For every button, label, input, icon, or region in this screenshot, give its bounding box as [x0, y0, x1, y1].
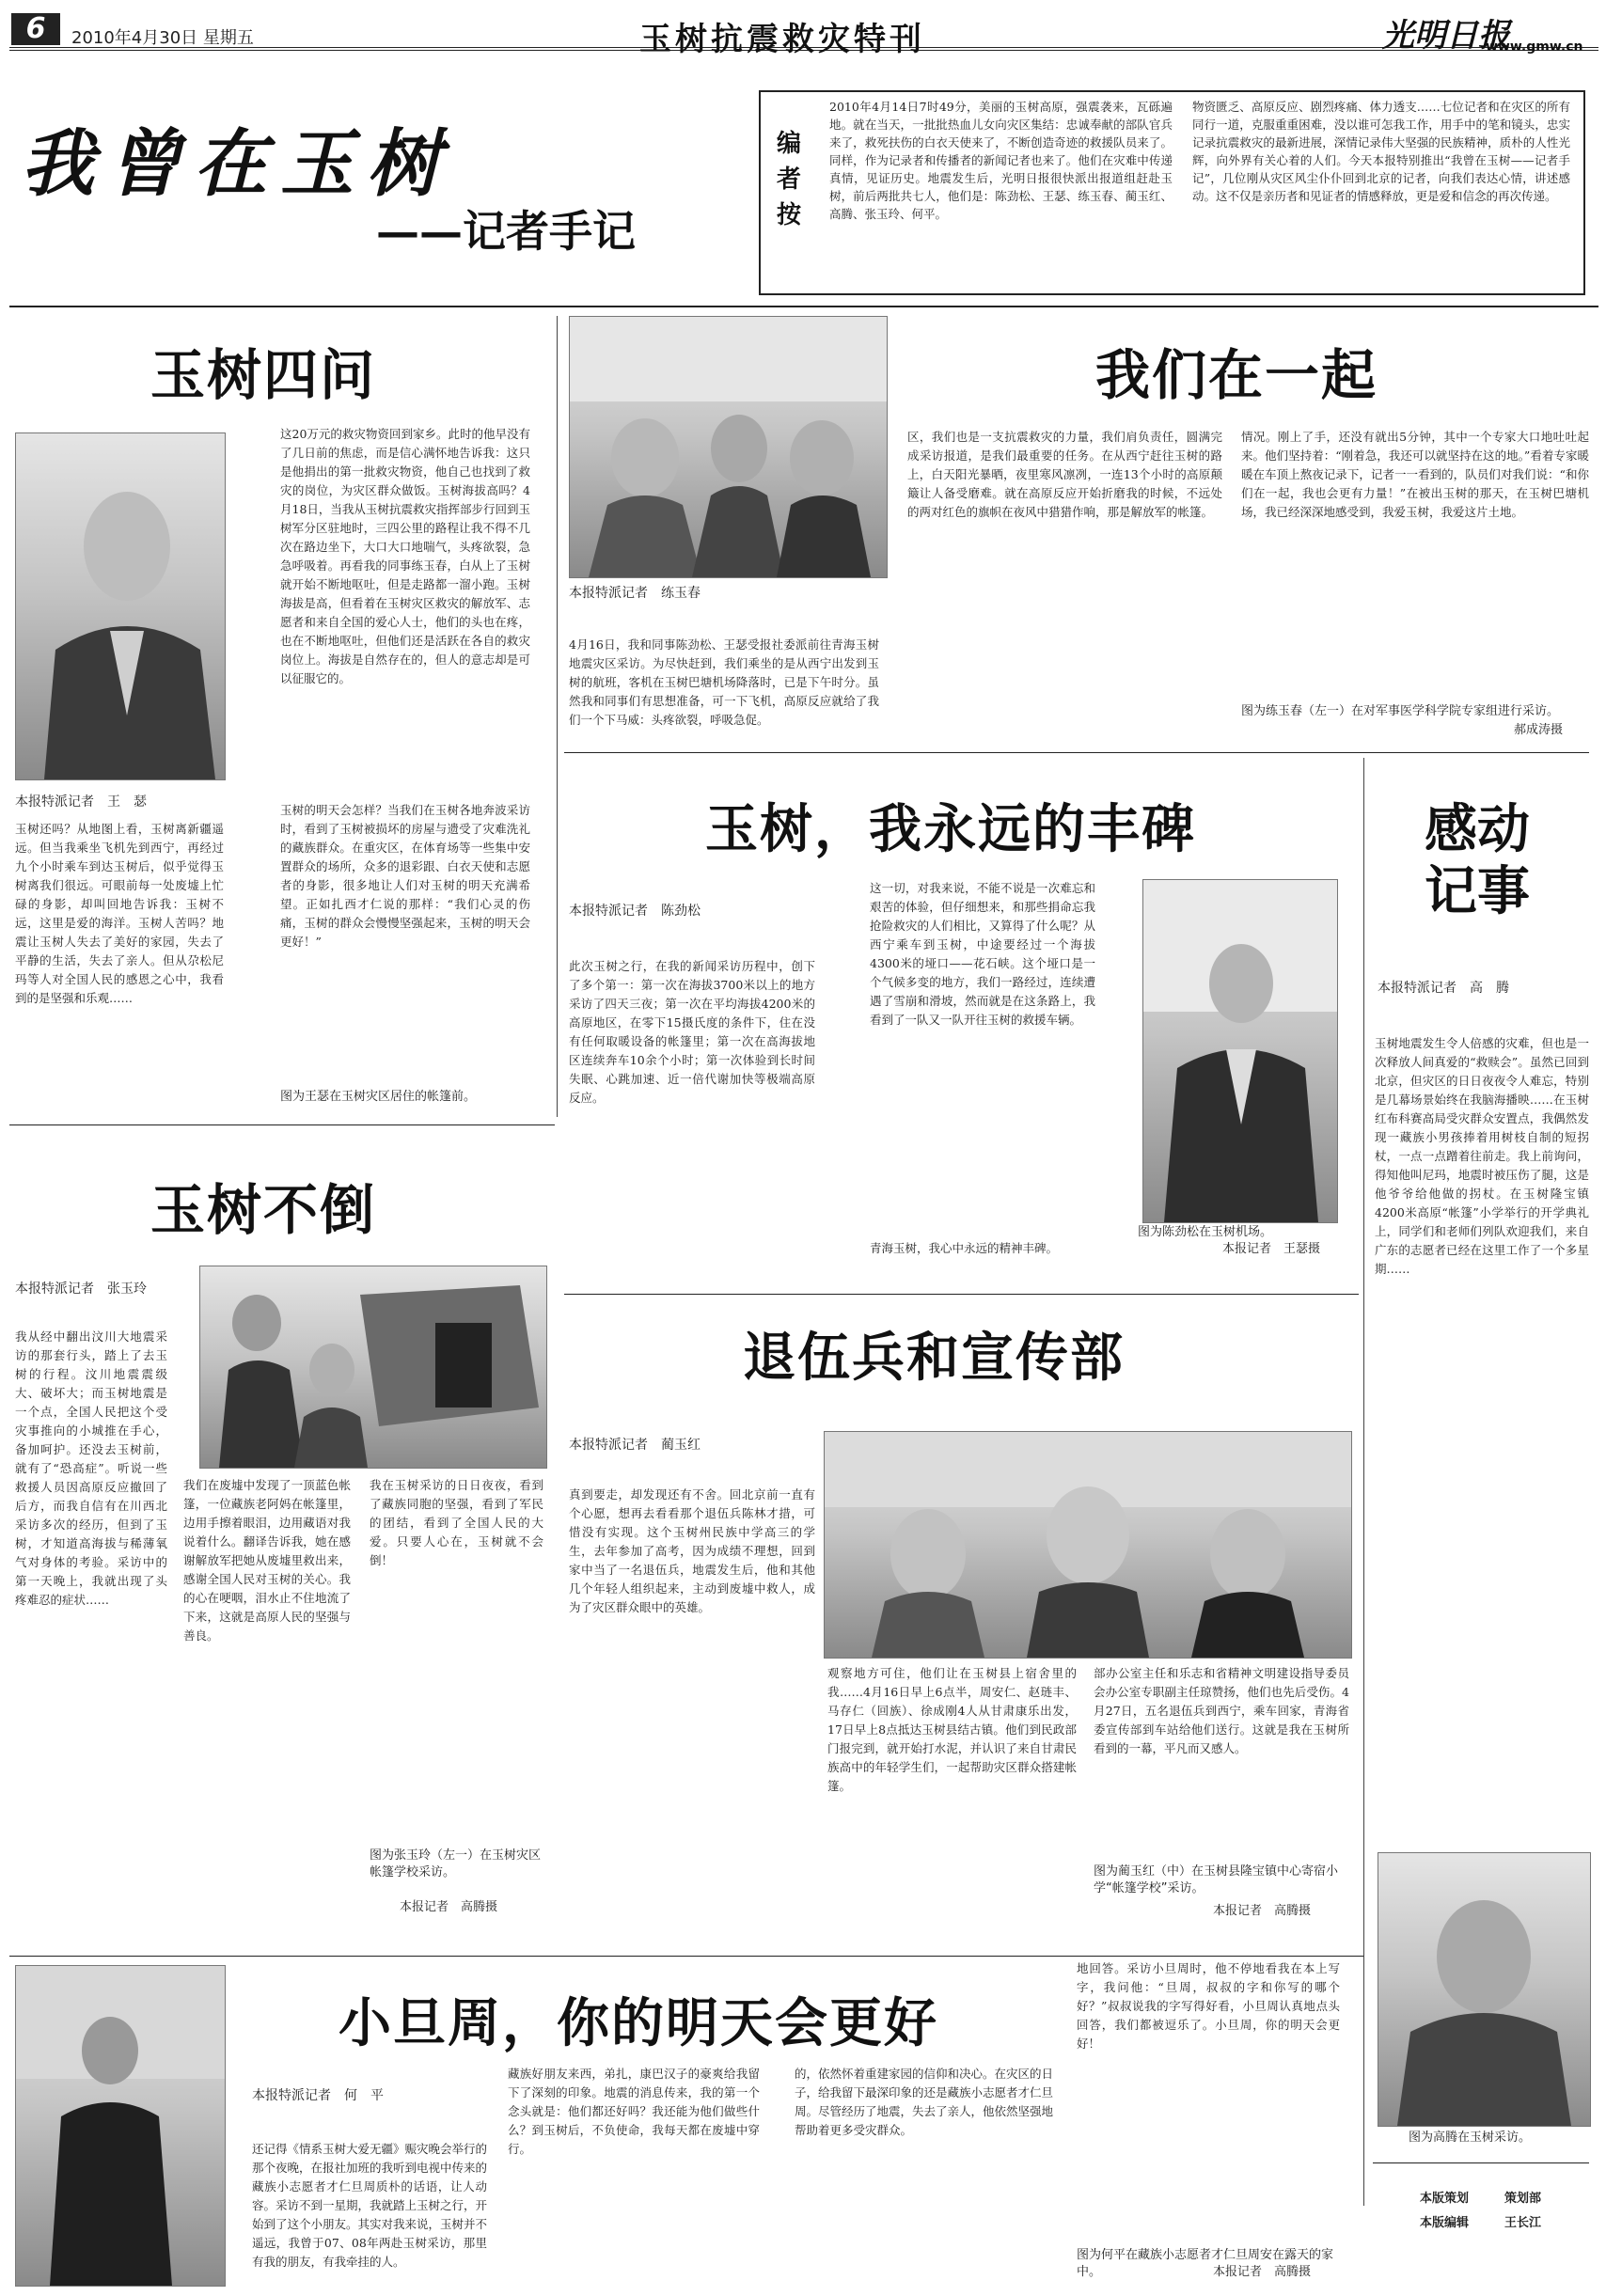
credit-tuiwu: 本报记者 高腾摄	[1213, 1904, 1312, 1918]
photo-zhangyuling	[199, 1266, 547, 1469]
photo-gaoteng	[1378, 1852, 1591, 2127]
article-title-siwen: 玉树四问	[150, 343, 377, 407]
website-url[interactable]: www.gmw.cn	[1486, 39, 1583, 55]
section-divider-bottom	[9, 1956, 1363, 1957]
body-fengbei-col1: 此次玉树之行，在我的新闻采访历程中，创下了多个第一：第一次在海拔3700米以上的地方采访了四天三夜；第一次在平均海拔4200米的高原地区，在零下15摄氏度的条件下，住在没有任何取暖设备的帐篷里；第一次在高海拔地区连续奔车10余个小时；第一次体验到长时间失眠、心跳加速、近一倍代谢加快等极端高原反应。	[569, 959, 815, 1105]
banner-divider	[9, 306, 1598, 307]
feature-subtitle: ——记者手记	[376, 206, 636, 257]
page-number: 6	[11, 13, 60, 45]
editor-note-label: 编者按	[777, 130, 802, 229]
editor-label: 本版编辑	[1420, 2216, 1470, 2230]
byline-fengbei: 本报特派记者 陈劲松	[569, 904, 701, 919]
article-title-danzhou: 小旦周，你的明天会更好	[339, 1993, 938, 2054]
body-budao-col2: 我们在废墟中发现了一顶蓝色帐篷，一位藏族老阿妈在帐篷里，边用手擦着眼泪，边用藏语对我说着什么。翻译告诉我，她在感谢解放军把她从废墟里救出来，感谢全国人民对玉树的关心。我的心在哽咽，泪水止不住地流了下来，这就是高原人民的坚强与善良。	[183, 1478, 351, 1643]
section-divider	[564, 752, 1589, 753]
body-yiqi-col1: 4月16日，我和同事陈劲松、王瑟受报社委派前往青海玉树地震灾区采访。为尽快赶到，我们乘坐的是从西宁出发到玉树的航班，客机在玉树巴塘机场降落时，已是下午时分。虽然我和同事们有思想准备，可一下飞机，高原反应就给了我们一个下马威：头疼欲裂，呼吸急促。	[569, 637, 879, 727]
photo-chenjinsong	[1142, 879, 1338, 1223]
body-budao-col3: 我在玉树采访的日日夜夜，看到了藏族同胞的坚强，看到了军民的团结，看到了全国人民的大爱。只要人心在，玉树就不会倒！	[370, 1478, 543, 1567]
article-title-gandong: 感动记事	[1425, 799, 1530, 922]
photo-linyuhong	[824, 1431, 1352, 1659]
caption-danzhou: 图为何平在藏族小志愿者才仁旦周安在露天的家中。	[1077, 2248, 1334, 2279]
article-title-fengbei: 玉树，我永远的丰碑	[705, 799, 1196, 860]
editor-name: 王长江	[1504, 2216, 1542, 2230]
column-rule-right	[1363, 758, 1364, 2206]
body-tuiwu-col1: 真到要走，却发现还有不舍。回北京前一直有个心愿，想再去看看那个退伍兵陈林才措，可惜没有实现。这个玉树州民族中学高三的学生，去年参加了高考，因为成绩不理想，回到家中当了一名退伍兵，地震发生后，他和其他几个年轻人组织起来，主动到废墟中救人，成为了灾区群众眼中的英雄。	[569, 1487, 815, 1614]
body-siwen-col2: 这20万元的救灾物资回到家乡。此时的他早没有了几日前的焦虑，而是信心满怀地告诉我：这只是他捐出的第一批救灾物资，他自己也找到了救灾的岗位，为灾区群众做饭。玉树海拔高吗？4月18日，当我从玉树抗震救灾指挥部步行回到玉树军分区驻地时，三四公里的路程让我不得不几次在路边坐下，大口大口地喘气，头疼欲裂，急急呼吸着。再看我的同事练玉春，白从上了玉树就开始不断地呕吐，但是走路都一溜小跑。玉树海拔是高，但看着在玉树灾区救灾的解放军、志愿者和来自全国的爱心人士，他们的头也在疼，也在不断地呕吐，但他们还是活跃在各自的救灾岗位上。海拔是自然存在的，但人的意志却是可以征服它的。	[280, 427, 530, 685]
credit-budao: 本报记者 高腾摄	[400, 1900, 498, 1914]
newspaper-logo: 光明日报	[1382, 17, 1510, 55]
byline-budao: 本报特派记者 张玉玲	[15, 1282, 147, 1297]
caption-tuiwu: 图为蔺玉红（中）在玉树县隆宝镇中心寄宿小学“帐篷学校”采访。	[1094, 1864, 1339, 1895]
section-divider-left	[9, 1124, 555, 1125]
article-title-budao: 玉树不倒	[150, 1178, 377, 1242]
column-rule	[557, 316, 558, 1117]
footer-divider	[1373, 2162, 1589, 2163]
caption-gandong: 图为高腾在玉树采访。	[1409, 2131, 1532, 2145]
caption-siwen: 图为王瑟在玉树灾区居住的帐篷前。	[280, 1090, 477, 1104]
byline-yiqi: 本报特派记者 练玉春	[569, 586, 701, 601]
body-tuiwu-col2: 观察地方可住，他们让在玉树县上宿舍里的我……4月16日早上6点半，周安仁、赵琏丰、马存仁（回族）、徐成刚4人从甘肃康乐出发，17日早上8点抵达玉树县结古镇。他们到民政部门报完到，就开始打水泥，并认识了来自甘肃民族高中的年轻学生们，一起帮助灾区群众搭建帐篷。	[827, 1666, 1077, 1793]
body-danzhou-col3: 的，依然怀着重建家园的信仰和决心。在灾区的日子，给我留下最深印象的还是藏族小志愿者才仁旦周。尽管经历了地震，失去了亲人，他依然坚强地帮助着更多受灾群众。	[795, 2067, 1053, 2137]
credit-danzhou: 本报记者 高腾摄	[1213, 2265, 1312, 2279]
body-danzhou-col4: 地回答。采访小旦周时，他不停地看我在本上写字，我问他：“旦周，叔叔的字和你写的哪个好？”叔叔说我的字写得好看，小旦周认真地点头回答，我们都被逗乐了。小旦周，你的明天会更好！	[1077, 1961, 1340, 2051]
credit-yiqi: 郝成涛摄	[1514, 723, 1564, 737]
photo-lianyuchun	[569, 316, 888, 578]
body-siwen-col3: 玉树的明天会怎样？当我们在玉树各地奔波采访时，看到了玉树被损坏的房屋与遗受了灾难洗礼的藏族群众。在重灾区，在体育场等一些集中安置群众的场所，众多的退彩跟、白衣天使和志愿者的身影，很多地让人们对玉树的明天充满希望。正如扎西才仁说的那样：“我们心灵的伤痛，玉树的群众会慢慢坚强起来，玉树的明天会更好！”	[280, 803, 530, 949]
body-fengbei-col2: 这一切，对我来说，不能不说是一次难忘和艰苦的体验，但仔细想来，和那些捐命忘我抢险救灾的人们相比，又算得了什么呢？从西宁乘车到玉树，中途要经过一个海拔4300米的垭口——花石峡。这个垭口是一个气候多变的地方，我们一路经过，连续遭遇了雪崩和滑坡，然而就是在这条路上，我看到了一队又一队开往玉树的救援车辆。	[870, 881, 1095, 1027]
body-yiqi-col3: 情况。刚上了手，还没有就出5分钟，其中一个专家大口地吐吐起来。他们坚持着：“刚着急，我还可以就坚持在这的地。”看着专家暖暖在车顶上熬夜记录下，记者一一看到的，队员们对我们说：“和你们在一起，我也会更有力量！”在被出玉树的那天，在玉树巴塘机场，我已经深深地感受到，我爱玉树，我爱这片土地。	[1241, 430, 1589, 519]
feature-title: 我曾在玉树	[21, 121, 454, 207]
editor-note-col2: 物资匮乏、高原反应、剧烈疼痛、体力透支……七位记者和在灾区的所有同行一道，克服重重困难，没以谁可怎我工作，用手中的笔和镜头，忠实记录抗震救灾的最新进展，深情记录伟大坚强的民族精神，质朴的人性光辉，向外界有关心着的人们。今天本报特别推出“我曾在玉树——记者手记”，几位刚从灾区风尘仆仆回到北京的记者，向我们表达心情，讲述感动。这不仅是亲历者和见证者的情感释放，更是爱和信念的再次传递。	[1192, 100, 1570, 203]
body-yiqi-col2: 区，我们也是一支抗震救灾的力量，我们肩负责任，圆满完成采访报道，是我们最重要的任务。在从西宁赶往玉树的路上，白天阳光暴晒，夜里寒风凛冽，一连13个小时的高原颠簸让人备受磨难。就在高原反应开始折磨我的时候，不远处的两对红色的旗帜在夜风中猎猎作响，那是解放军的帐篷。	[907, 430, 1222, 519]
credit-fengbei: 本报记者 王瑟摄	[1222, 1242, 1321, 1256]
photo-danzhou	[15, 1965, 226, 2287]
editor-note-col1: 2010年4月14日7时49分，美丽的玉树高原，强震袭来，瓦砾遍地。就在当天，一批批热血儿女向灾区集结：忠诚奉献的部队官兵来了，救死扶伤的白衣天使来了，不断创造奇迹的救援队员来了。同样，作为记录者和传播者的新闻记者也来了。他们在灾难中传递真情，见证历史。地震发生后，光明日报很快派出报道组赶赴玉树，前后两批共七人，他们是：陈劲松、王瑟、练玉春、蔺玉红、高腾、张玉玲、何平。	[829, 100, 1173, 221]
byline-tuiwu: 本报特派记者 蔺玉红	[569, 1438, 701, 1453]
byline-siwen: 本报特派记者 王 瑟	[15, 794, 147, 810]
byline-danzhou: 本报特派记者 何 平	[252, 2088, 384, 2103]
body-budao-col1: 我从经中翻出汶川大地震采访的那套行头，踏上了去玉树的行程。汶川地震震级大、破坏大；而玉树地震是一个点，全国人民把这个受灾事推向的小城推在手心，备加呵护。还没去玉树前，就有了“恐高症”。听说一些救援人员因高原反应撤回了后方，而我自信有在川西北采访多次的经历，但到了玉树，才知道高海拔与稀薄氧气对身体的考验。采访中的第一天晚上，我就出现了头疼难忍的症状……	[15, 1329, 167, 1607]
byline-gandong: 本报特派记者 高 腾	[1378, 981, 1509, 996]
planner-label: 本版策划	[1420, 2192, 1470, 2206]
section-title: 玉树抗震救灾特刊	[639, 21, 925, 58]
article-title-tuiwu: 退伍兵和宣传部	[743, 1328, 1125, 1389]
body-danzhou-col2: 藏族好朋友来西，弟扎，康巴汉子的豪爽给我留下了深刻的印象。地震的消息传来，我的第一个念头就是：他们都还好吗？我还能为他们做些什么？到玉树后，不负使命，我每天都在废墟中穿行。	[508, 2067, 760, 2156]
body-siwen-col1: 玉树还吗？从地图上看，玉树离新疆遥远。但当我乘坐飞机先到西宁，再经过九个小时乘车到达玉树后，似乎觉得玉树离我们很远。可眼前每一处废墟上忙碌的身影，却叫回地告诉我：玉树不远，这里是爱的海洋。玉树人苦吗？地震让玉树人失去了美好的家园，失去了平静的生活，失去了亲人。但从尕松尼玛等人对全国人民的感恩之心中，我看到的是坚强和乐观……	[15, 822, 224, 1005]
photo-wangse	[15, 432, 226, 780]
caption-budao: 图为张玉玲（左一）在玉树灾区帐篷学校采访。	[370, 1848, 542, 1879]
body-fengbei-closing: 青海玉树，我心中永远的精神丰碑。	[870, 1241, 1059, 1255]
body-tuiwu-col3: 部办公室主任和乐志和省精神文明建设指导委员会办公室专职副主任琼赞扬，他们也先后受伤。4月27日，五名退伍兵到西宁，乘车回家，青海省委宣传部到车站给他们送行。这就是我在玉树所看到的一幕，平凡而又感人。	[1094, 1666, 1349, 1755]
article-title-yiqi: 我们在一起	[1095, 343, 1378, 407]
caption-fengbei: 图为陈劲松在玉树机场。	[1138, 1225, 1273, 1239]
caption-yiqi: 图为练玉春（左一）在对军事医学科学院专家组进行采访。	[1241, 704, 1560, 718]
section-divider-mid	[564, 1294, 1359, 1295]
body-danzhou-col1: 还记得《情系玉树大爱无疆》赈灾晚会举行的那个夜晚，在报社加班的我听到电视中传来的藏族小志愿者才仁旦周质朴的话语，让人动容。采访不到一星期，我就踏上玉树之行，开始到了这个小朋友。其实对我来说，玉树并不遥远，我曾于07、08年两赴玉树采访，那里有我的朋友，有我牵挂的人。	[252, 2142, 487, 2269]
body-gandong: 玉树地震发生令人倍感的灾难，但也是一次释放人间真爱的“救赎会”。虽然已回到北京，但灾区的日日夜夜令人难忘，特别是几幕场景始终在我脑海播映……在玉树红布科赛高局受灾群众安置点，我偶然发现一藏族小男孩捧着用树枝自制的短拐杖，一点一点蹭着往前走。我上前询问，得知他叫尼玛，地震时被压伤了腿，这是他爷爷给他做的拐杖。在玉树隆宝镇4200米高原“帐篷”小学举行的开学典礼上，同学们和老师们列队欢迎我们，来自广东的志愿者已经在这里工作了一个多星期……	[1375, 1036, 1589, 1276]
issue-date: 2010年4月30日 星期五	[71, 28, 254, 48]
planner-name: 策划部	[1504, 2192, 1542, 2206]
